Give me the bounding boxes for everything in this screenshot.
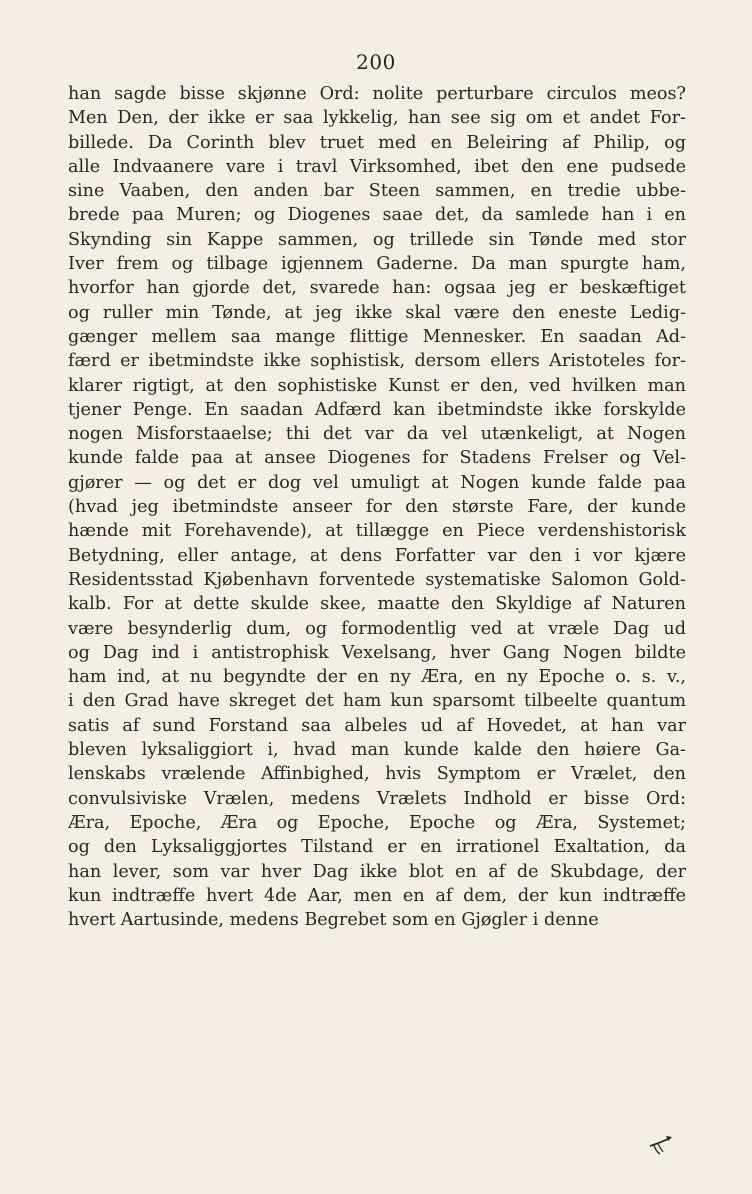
text-line: billede. Da Corinth blev truet med en Beleiring af Philip, og xyxy=(68,132,686,153)
text-line: Iver frem og tilbage igjennem Gaderne. Da man spurgte ham, xyxy=(68,254,686,275)
text-line: kunde falde paa at ansee Diogenes for Stadens Frelser og Vel- xyxy=(68,448,686,469)
text-line: bredе paa Muren; og Diogenes saae det, da samlede han i en xyxy=(68,205,686,226)
text-line: han sagde bisse skjønne Ord: nolite perturbare circulos meos? xyxy=(68,84,686,104)
body-text xyxy=(68,82,686,932)
text-line: og ruller min Tønde, at jeg ikke skal være den eneste Ledig- xyxy=(68,302,686,323)
text-line: alle Indvaanere vare i travl Virksomhed, ibet den ene pudsede xyxy=(68,156,686,177)
text-line: Skynding sin Kappe sammen, og trillede sin Tønde med stor xyxy=(68,229,686,250)
text-line: gjører — og det er dog vel umuligt at Nogen kunde falde paa xyxy=(68,472,686,493)
text-line: satis af sund Forstand saa albeles ud af Hovedet, at han var xyxy=(68,715,686,736)
text-line: gænger mellem saa mange flittige Mennesker. En saadan Ad- xyxy=(68,326,686,347)
text-line: (hvad jeg ibetmindste anseer for den største Fare, der kunde xyxy=(68,497,686,518)
text-line: convulsiviske Vrælen, medens Vrælets Indhold er bisse Ord: xyxy=(68,788,686,809)
text-line: hvorfor han gjorde det, svarede han: ogsaa jeg er beskæftiget xyxy=(68,278,686,299)
text-line: han lever, som var hver Dag ikke blot en af de Skubdage, der xyxy=(68,861,686,882)
catchword-ornament-icon xyxy=(648,1132,676,1156)
text-line: hænde mit Forehavende), at tillægge en Piece verdenshistorisk xyxy=(68,521,686,542)
text-line: tjener Penge. En saadan Adfærd kan ibetmindste ikke forskylde xyxy=(68,399,686,420)
text-line: bleven lyksaliggiort i, hvad man kunde kalde den høiere Ga- xyxy=(68,740,686,761)
text-line: og den Lyksaliggjortes Tilstand er en irrationel Exaltation, da xyxy=(68,837,686,858)
page-number: 200 xyxy=(356,50,396,74)
text-line: Æra, Epoche, Æra og Epoche, Epoche og Æra, Systemet; xyxy=(68,812,686,833)
text-line: Betydning, eller antage, at dens Forfatter var den i vor kjære xyxy=(68,545,686,566)
text-line: lenskabs vrælende Affinbighed, hvis Symptom er Vrælet, den xyxy=(68,764,686,785)
text-line: nogen Misforstaaelse; thi det var da vel utænkeligt, at Nogen xyxy=(68,424,686,445)
text-line: i den Grad have skreget det ham kun sparsomt tilbeelte quantum xyxy=(68,691,686,712)
text-line: færd er ibetmindste ikke sophistisk, dersom ellers Aristoteles for- xyxy=(68,351,686,372)
text-line: sine Vaaben, den anden bar Steen sammen, en tredie ubbe- xyxy=(68,181,686,202)
text-line: og Dag ind i antistrophisk Vexelsang, hver Gang Nogen bildte xyxy=(68,642,686,663)
text-line: være besynderlig dum, og formodentlig ved at vræle Dag ud xyxy=(68,618,686,639)
text-line: hvert Aartusinde, medens Begrebet som en Gjøgler i denne xyxy=(68,910,599,931)
text-line: Residentsstad Kjøbenhavn forventede systematiske Salomon Gold- xyxy=(68,569,686,590)
text-line: klarer rigtigt, at den sophistiske Kunst er den, ved hvilken man xyxy=(68,375,686,396)
text-line: ham ind, at nu begyndte der en ny Æra, en ny Epoche o. s. v., xyxy=(68,667,686,688)
text-line: kalb. For at dette skulde skee, maatte den Skyldige af Naturen xyxy=(68,594,686,615)
text-line: Men Den, der ikke er saa lykkelig, han see sig om et andet For- xyxy=(68,108,686,129)
text-line: kun indtræffe hvert 4de Aar, men en af dem, der kun indtræffe xyxy=(68,885,686,906)
